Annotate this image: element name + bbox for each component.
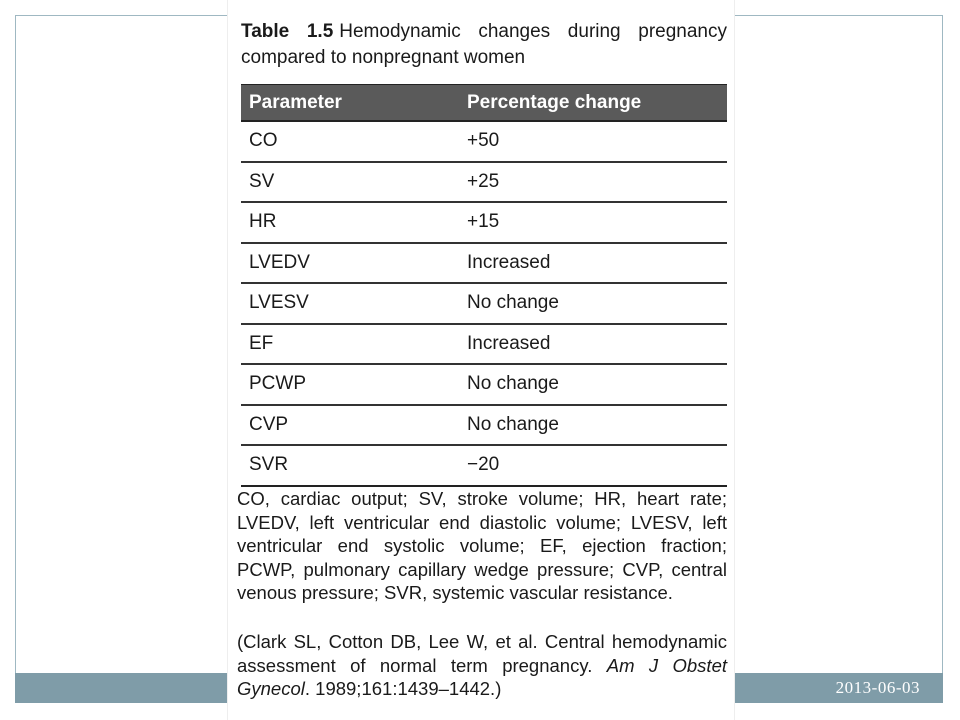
table-row bbox=[241, 202, 727, 243]
cell-change: No change bbox=[455, 364, 727, 405]
citation-journal: Am J Obstet Gynecol bbox=[237, 654, 728, 700]
cell-parameter: SVR bbox=[241, 445, 455, 486]
table-row bbox=[241, 364, 727, 405]
table-row bbox=[241, 121, 727, 162]
table-row bbox=[241, 405, 727, 446]
cell-parameter: LVESV bbox=[241, 283, 455, 324]
table-label: Table 1.5 bbox=[241, 21, 334, 42]
cell-change: +15 bbox=[455, 202, 727, 243]
table-header-row bbox=[241, 85, 727, 122]
cell-parameter: HR bbox=[241, 202, 455, 243]
cell-change: No change bbox=[455, 283, 727, 324]
cell-parameter: CVP bbox=[241, 405, 455, 446]
cell-parameter: LVEDV bbox=[241, 243, 455, 284]
table-row bbox=[241, 445, 727, 486]
table-row bbox=[241, 243, 727, 284]
cell-change: −20 bbox=[455, 445, 727, 486]
cell-change: No change bbox=[455, 405, 727, 446]
citation-prefix: (Clark SL, Cotton DB, Lee W, et al. Central hemodynamic assessment of normal term pregnancy. bbox=[237, 631, 727, 676]
cell-change: Increased bbox=[455, 243, 727, 284]
hemodynamic-table bbox=[241, 84, 727, 487]
header-percentage-change: Percentage change bbox=[455, 85, 727, 122]
header-parameter: Parameter bbox=[241, 85, 455, 122]
table-row bbox=[241, 162, 727, 203]
table-caption bbox=[241, 19, 727, 71]
table-row bbox=[241, 283, 727, 324]
scanned-table-image bbox=[227, 0, 735, 720]
cell-parameter: SV bbox=[241, 162, 455, 203]
table-footnote: CO, cardiac output; SV, stroke volume; HR, heart rate; LVEDV, left ventricular end diastolic volume; LVESV, left ventricular end systolic volume; EF, ejection fraction; PCWP, pulmonary capillary wedge pressure; CVP, central venous pressure; SVR, systemic vascular resistance. bbox=[237, 488, 727, 604]
table-title: Hemodynamic changes during pregnancy compared to nonpregnant women bbox=[241, 21, 727, 68]
cell-parameter: PCWP bbox=[241, 364, 455, 405]
table-row bbox=[241, 324, 727, 365]
cell-change: Increased bbox=[455, 324, 727, 365]
cell-change: +25 bbox=[455, 162, 727, 203]
footer-date: 2013-06-03 bbox=[835, 678, 920, 697]
table-citation bbox=[237, 630, 727, 701]
cell-parameter: EF bbox=[241, 324, 455, 365]
cell-parameter: CO bbox=[241, 121, 455, 162]
cell-change: +50 bbox=[455, 121, 727, 162]
citation-suffix: . 1989;161:1439–1442.) bbox=[304, 678, 502, 700]
